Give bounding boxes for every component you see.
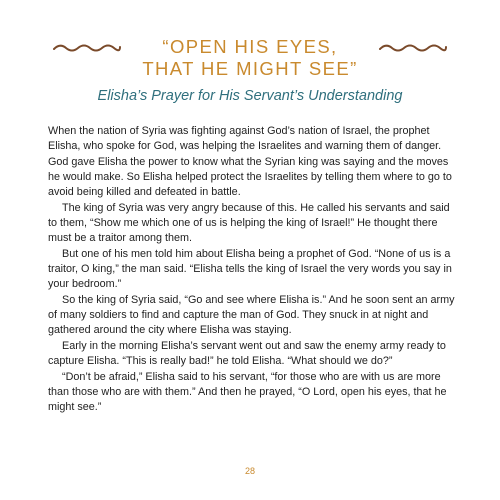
paragraph: But one of his men told him about Elisha being a prophet of God. “None of us is a traitor, O king,” the man said. “Elisha tells the king of Israel the very words you say in your bedroom.” (48, 247, 452, 291)
title-line-1: “OPEN HIS EYES, (162, 36, 338, 57)
paragraph: When the nation of Syria was fighting against God’s nation of Israel, the prophet Elisha, who spoke for God, was helping the Israelites and warning them of danger. God gave Elisha the power to know what the Syrian king was saying and the moves he would make. So Elisha helped protect the Israelites by telling them where to go to avoid being killed and defeated in battle. (48, 125, 452, 199)
title-row (0, 36, 500, 80)
wavy-line-icon (378, 42, 448, 54)
title-line-2: THAT HE MIGHT SEE” (142, 58, 358, 79)
story-body (48, 124, 458, 416)
paragraph: “Don’t be afraid,” Elisha said to his servant, “for those who are with us are more than those who are with them.” And then he prayed, “O Lord, open his eyes, that he might see.” (48, 370, 447, 414)
paragraph: The king of Syria was very angry because of this. He called his servants and said to them, “Show me which one of us is helping the king of Israel!” He thought there must be a traitor among them. (48, 201, 450, 245)
paragraph: Early in the morning Elisha’s servant went out and saw the enemy army ready to capture Elisha. “This is really bad!” he told Elisha. “What should we do?” (48, 339, 446, 368)
chapter-header (0, 36, 500, 104)
page-number: 28 (244, 466, 255, 476)
page-subtitle: Elisha’s Prayer for His Servant’s Understanding (97, 88, 403, 104)
paragraph: So the king of Syria said, “Go and see where Elisha is.” And he soon sent an army of many soldiers to find and capture the man of God. They snuck in at night and gathered around the city where Elisha was staying. (48, 293, 455, 337)
